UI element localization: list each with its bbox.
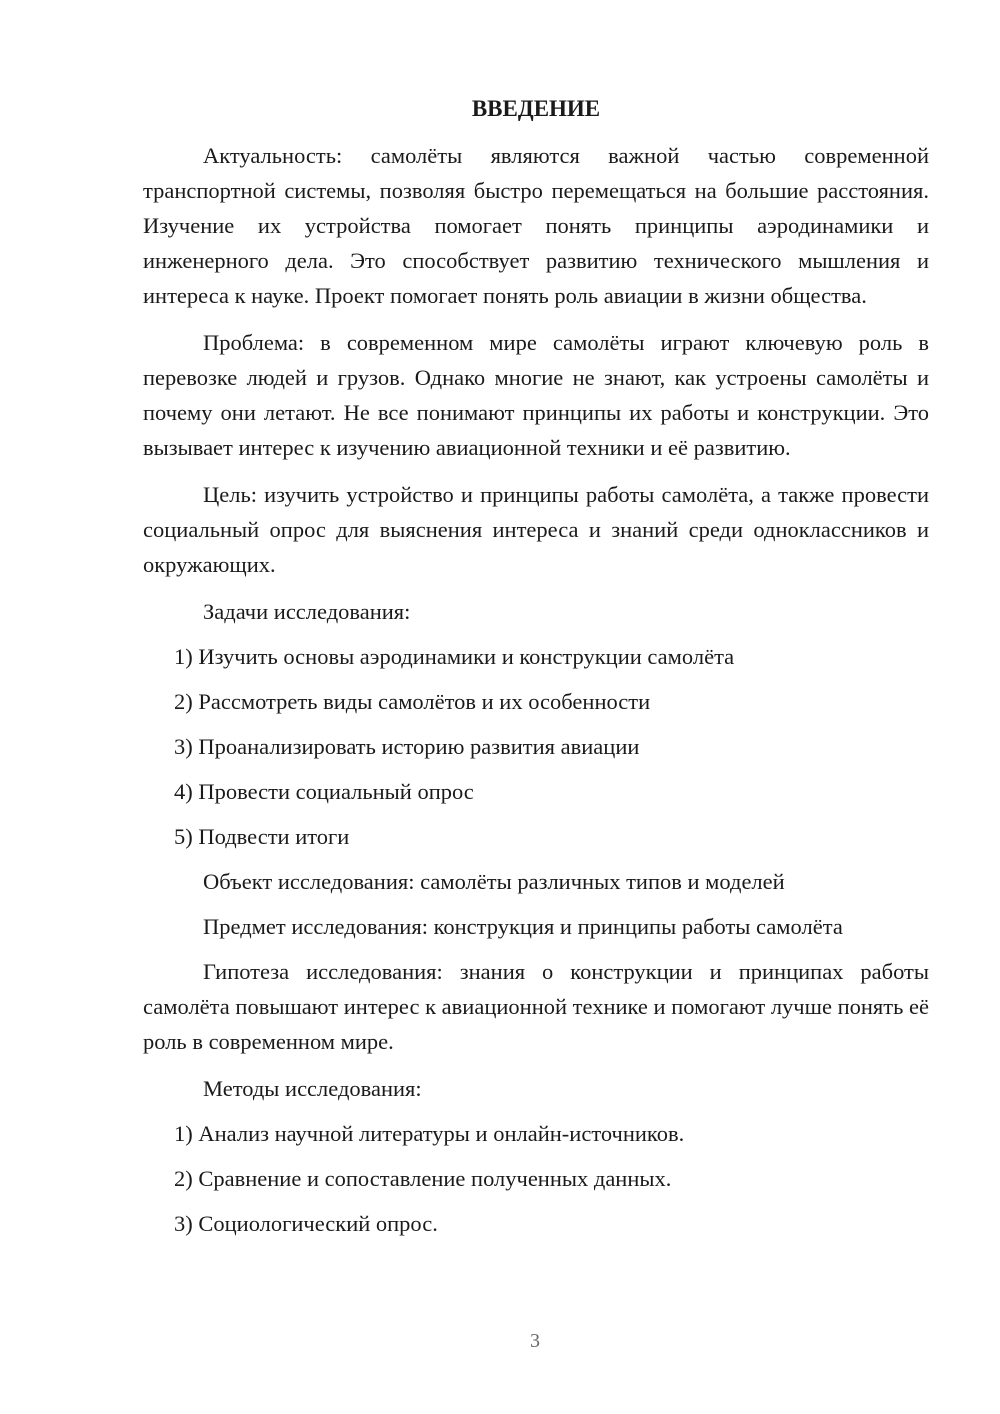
task-item-4: 4) Провести социальный опрос xyxy=(174,779,474,804)
page-number: 3 xyxy=(530,1330,540,1352)
research-object: Объект исследования: самолёты различных типов и моделей xyxy=(203,869,785,894)
tasks-label: Задачи исследования: xyxy=(203,599,411,624)
task-item-5: 5) Подвести итоги xyxy=(174,824,350,849)
goal-paragraph: Цель: изучить устройство и принципы работы самолёта, а также провести социальный опрос для выяснения интереса и знаний среди одноклассников и окружающих. xyxy=(143,482,929,577)
task-item-3: 3) Проанализировать историю развития авиации xyxy=(174,734,640,759)
method-item-2: 2) Сравнение и сопоставление полученных данных. xyxy=(174,1166,672,1191)
hypothesis-paragraph: Гипотеза исследования: знания о конструкции и принципах работы самолёта повышают интерес к авиационной технике и помогают лучше понять её роль в современном мире. xyxy=(143,959,929,1054)
section-heading: ВВЕДЕНИЕ xyxy=(471,96,601,121)
task-item-2: 2) Рассмотреть виды самолётов и их особенности xyxy=(174,689,651,714)
method-item-1: 1) Анализ научной литературы и онлайн-источников. xyxy=(174,1121,685,1146)
method-item-3: 3) Социологический опрос. xyxy=(174,1211,438,1236)
relevance-paragraph: Актуальность: самолёты являются важной частью современной транспортной системы, позволяя быстро перемещаться на большие расстояния. Изучение их устройства помогает понять принципы аэродинамики и инженерного дела. Это способствует развитию технического мышления и интереса к науке. Проект помогает понять роль авиации в жизни общества. xyxy=(143,143,929,308)
research-subject: Предмет исследования: конструкция и принципы работы самолёта xyxy=(203,914,843,939)
task-item-1: 1) Изучить основы аэродинамики и конструкции самолёта xyxy=(174,644,735,669)
methods-label: Методы исследования: xyxy=(203,1076,422,1101)
document-page xyxy=(143,92,929,1251)
problem-paragraph: Проблема: в современном мире самолёты играют ключевую роль в перевозке людей и грузов. Однако многие не знают, как устроены самолёты и почему они летают. Не все понимают принципы их работы и конструкции. Это вызывает интерес к изучению авиационной техники и её развитию. xyxy=(143,330,929,460)
